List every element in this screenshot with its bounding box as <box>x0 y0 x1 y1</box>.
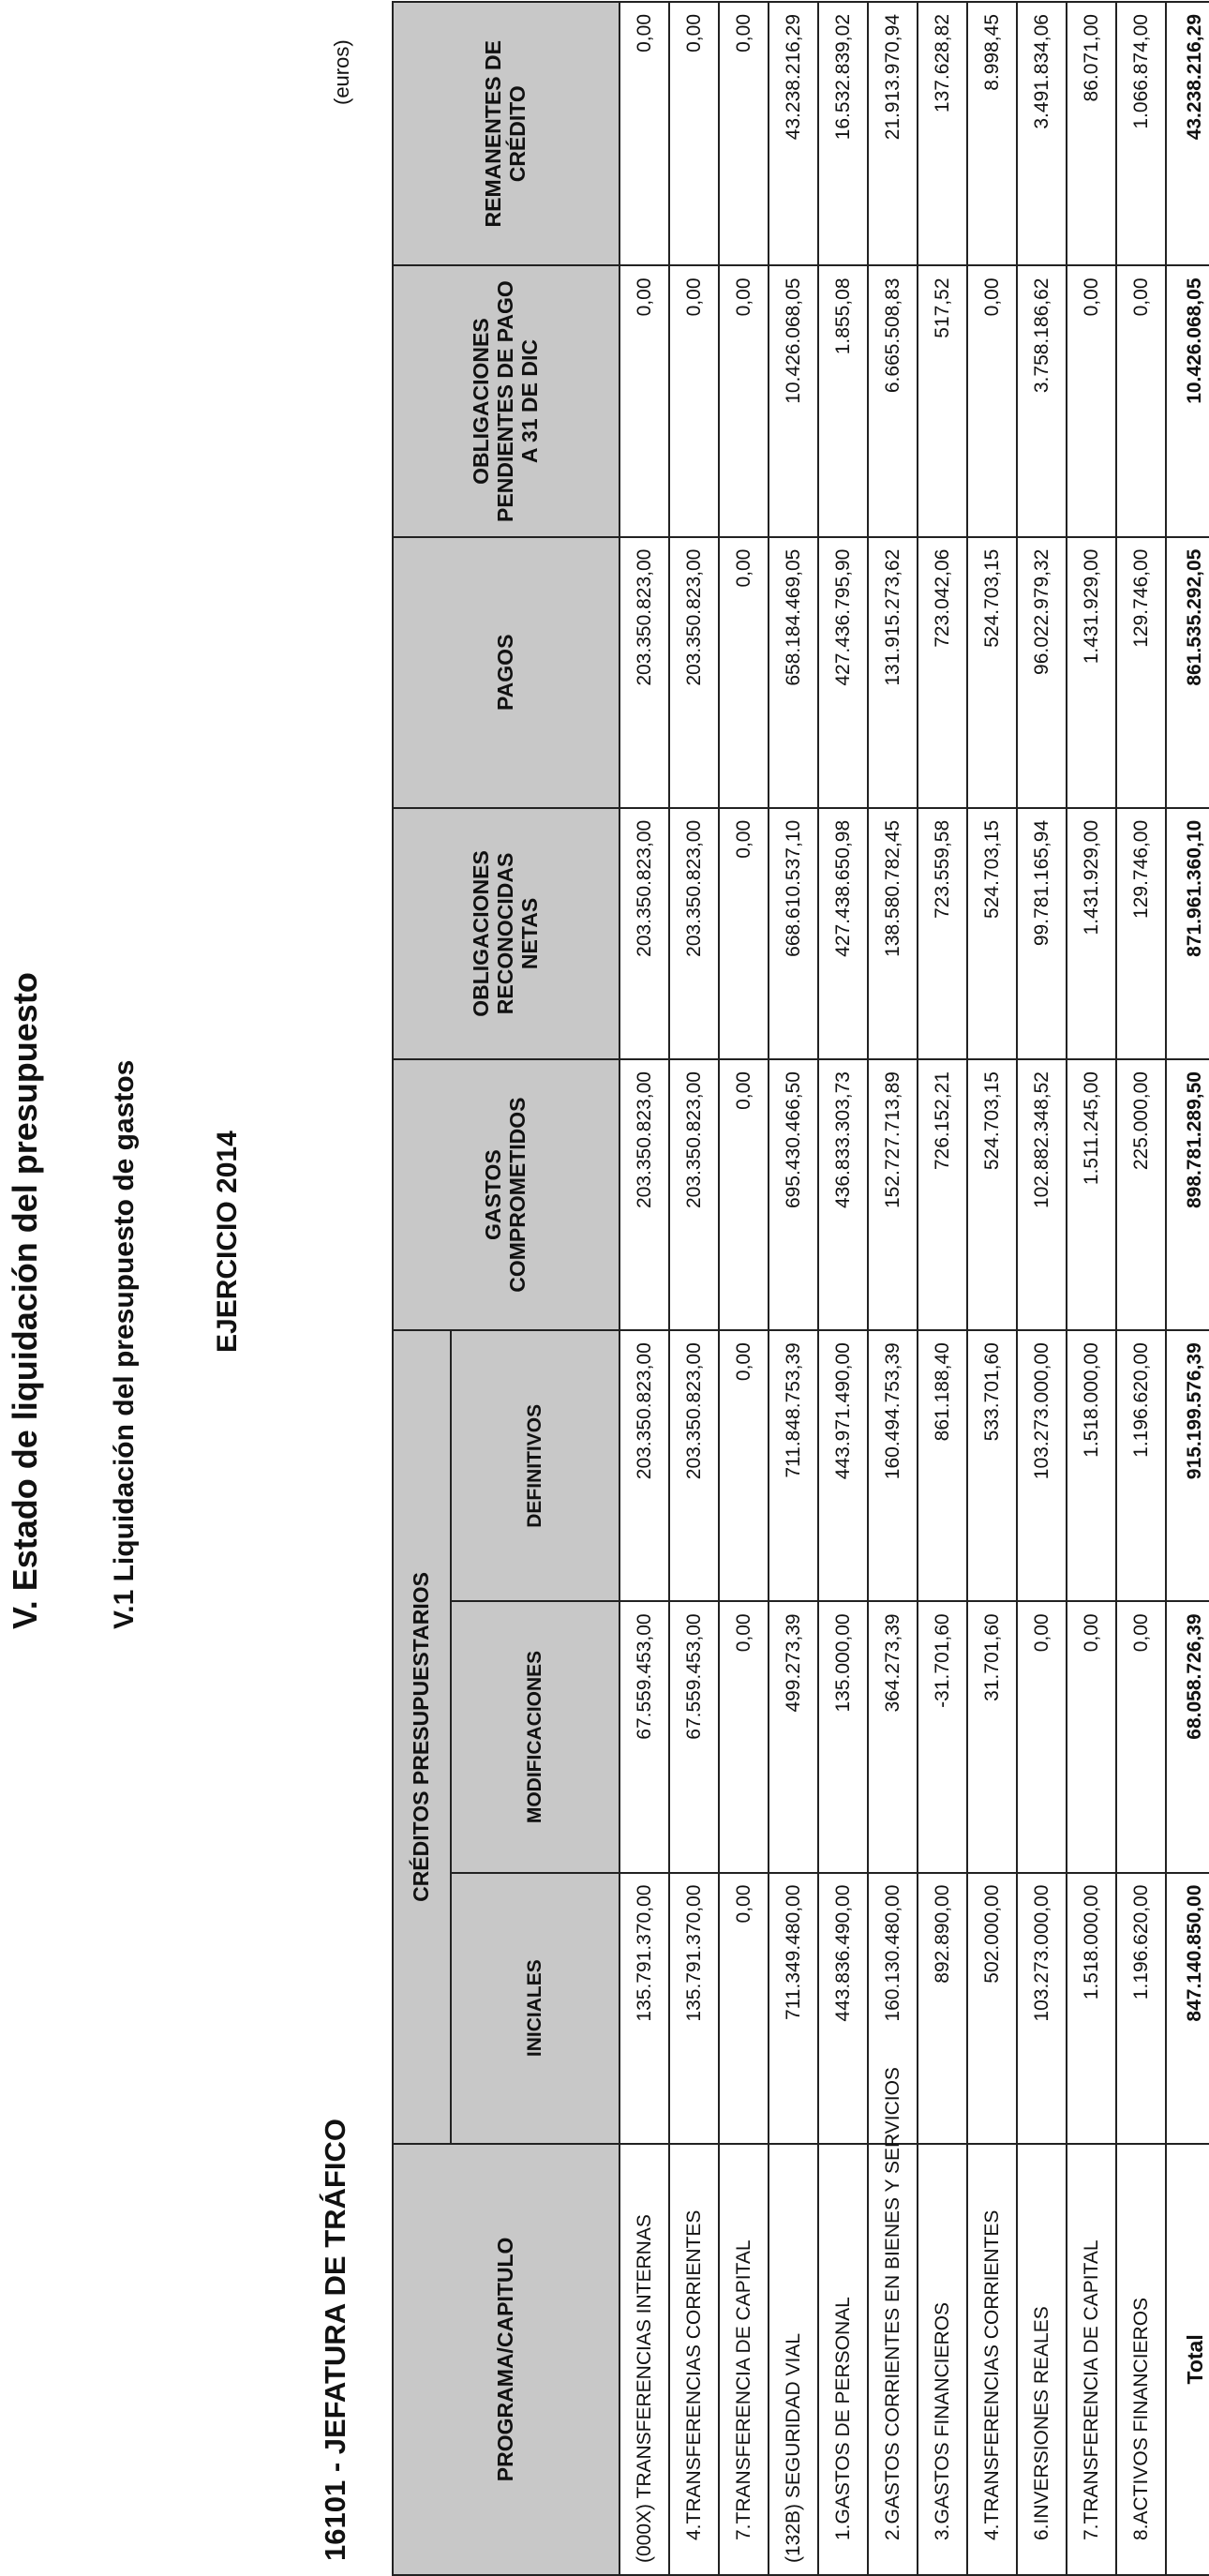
row-label: 4.TRANSFERENCIAS CORRIENTES <box>669 2144 719 2575</box>
cell-definitivos: 1.518.000,00 <box>1067 1330 1116 1601</box>
cell-gastos: 1.511.245,00 <box>1067 1059 1116 1330</box>
table-row <box>619 2 669 2575</box>
cell-remanentes: 3.491.834,06 <box>1017 2 1067 266</box>
cell-pagos: 129.746,00 <box>1116 537 1166 808</box>
cell-iniciales: 1.518.000,00 <box>1067 1873 1116 2144</box>
cell-modificaciones: 0,00 <box>719 1601 769 1872</box>
cell-remanentes: 1.066.874,00 <box>1116 2 1166 266</box>
table-row <box>1116 2 1166 2575</box>
cell-pendientes: 10.426.068,05 <box>769 266 818 537</box>
cell-iniciales: 135.791.370,00 <box>619 1873 669 2144</box>
cell-gastos: 152.727.713,89 <box>868 1059 918 1330</box>
cell-modificaciones: 0,00 <box>1116 1601 1166 1872</box>
table-row <box>967 2 1017 2575</box>
row-label: 1.GASTOS DE PERSONAL <box>818 2144 868 2575</box>
entity-name: 16101 - JEFATURA DE TRÁFICO <box>319 2119 351 2561</box>
cell-pendientes: 1.855,08 <box>818 266 868 537</box>
exercise-year: EJERCICIO 2014 <box>212 1131 243 1353</box>
cell-remanentes: 21.913.970,94 <box>868 2 918 266</box>
cell-modificaciones: 0,00 <box>1067 1601 1116 1872</box>
column-header-modificaciones: MODIFICACIONES <box>451 1601 619 1872</box>
cell-obligaciones: 129.746,00 <box>1116 808 1166 1059</box>
cell-pendientes: 0,00 <box>669 266 719 537</box>
cell-definitivos: 533.701,60 <box>967 1330 1017 1601</box>
cell-obligaciones: 427.438.650,98 <box>818 808 868 1059</box>
row-label: 4.TRANSFERENCIAS CORRIENTES <box>967 2144 1017 2575</box>
cell-obligaciones: 203.350.823,00 <box>669 808 719 1059</box>
cell-iniciales: 160.130.480,00 <box>868 1873 918 2144</box>
cell-pagos: 427.436.795,90 <box>818 537 868 808</box>
cell-definitivos: 160.494.753,39 <box>868 1330 918 1601</box>
cell-pendientes: 0,00 <box>1116 266 1166 537</box>
cell-obligaciones: 1.431.929,00 <box>1067 808 1116 1059</box>
cell-iniciales: 502.000,00 <box>967 1873 1017 2144</box>
cell-pagos: 203.350.823,00 <box>669 537 719 808</box>
row-label: 6.INVERSIONES REALES <box>1017 2144 1067 2575</box>
cell-pagos: 0,00 <box>719 537 769 808</box>
row-label: (132B) SEGURIDAD VIAL <box>769 2144 818 2575</box>
cell-pagos: 658.184.469,05 <box>769 537 818 808</box>
total-iniciales: 847.140.850,00 <box>1166 1873 1209 2144</box>
cell-remanentes: 86.071,00 <box>1067 2 1116 266</box>
cell-definitivos: 0,00 <box>719 1330 769 1601</box>
cell-iniciales: 711.349.480,00 <box>769 1873 818 2144</box>
cell-pendientes: 517,52 <box>918 266 967 537</box>
row-label: (000X) TRANSFERENCIAS INTERNAS <box>619 2144 669 2575</box>
column-header-obligaciones: OBLIGACIONES RECONOCIDAS NETAS <box>393 808 619 1059</box>
table-row <box>918 2 967 2575</box>
cell-pagos: 203.350.823,00 <box>619 537 669 808</box>
row-label: 7.TRANSFERENCIA DE CAPITAL <box>719 2144 769 2575</box>
total-definitivos: 915.199.576,39 <box>1166 1330 1209 1601</box>
cell-pagos: 1.431.929,00 <box>1067 537 1116 808</box>
total-gastos: 898.781.289,50 <box>1166 1059 1209 1330</box>
cell-gastos: 225.000,00 <box>1116 1059 1166 1330</box>
cell-remanentes: 137.628,82 <box>918 2 967 266</box>
cell-gastos: 726.152,21 <box>918 1059 967 1330</box>
cell-pagos: 524.703,15 <box>967 537 1017 808</box>
report-subtitle: V.1 Liquidación del presupuesto de gastos <box>109 1059 140 1629</box>
total-pagos: 861.535.292,05 <box>1166 537 1209 808</box>
cell-pendientes: 6.665.508,83 <box>868 266 918 537</box>
cell-gastos: 0,00 <box>719 1059 769 1330</box>
cell-gastos: 436.833.303,73 <box>818 1059 868 1330</box>
cell-remanentes: 0,00 <box>669 2 719 266</box>
cell-pendientes: 3.758.186,62 <box>1017 266 1067 537</box>
table-row <box>769 2 818 2575</box>
cell-pagos: 96.022.979,32 <box>1017 537 1067 808</box>
budget-table <box>392 1 1209 2576</box>
column-header-pendientes: OBLIGACIONES PENDIENTES DE PAGO A 31 DE DIC <box>393 266 619 537</box>
cell-modificaciones: 67.559.453,00 <box>619 1601 669 1872</box>
cell-iniciales: 1.196.620,00 <box>1116 1873 1166 2144</box>
row-label: 2.GASTOS CORRIENTES EN BIENES Y SERVICIOS <box>868 2144 918 2575</box>
cell-modificaciones: 135.000,00 <box>818 1601 868 1872</box>
cell-gastos: 203.350.823,00 <box>669 1059 719 1330</box>
table-row <box>669 2 719 2575</box>
cell-modificaciones: 499.273,39 <box>769 1601 818 1872</box>
cell-obligaciones: 138.580.782,45 <box>868 808 918 1059</box>
table-row <box>1017 2 1067 2575</box>
cell-gastos: 524.703,15 <box>967 1059 1017 1330</box>
column-header-programa: PROGRAMA/CAPITULO <box>393 2144 619 2575</box>
cell-pendientes: 0,00 <box>967 266 1017 537</box>
cell-definitivos: 203.350.823,00 <box>669 1330 719 1601</box>
cell-modificaciones: 67.559.453,00 <box>669 1601 719 1872</box>
total-label: Total <box>1166 2144 1209 2575</box>
table-row <box>818 2 868 2575</box>
cell-pagos: 131.915.273,62 <box>868 537 918 808</box>
total-remanentes: 43.238.216,29 <box>1166 2 1209 266</box>
cell-iniciales: 892.890,00 <box>918 1873 967 2144</box>
cell-obligaciones: 203.350.823,00 <box>619 808 669 1059</box>
column-header-gastos: GASTOS COMPROMETIDOS <box>393 1059 619 1330</box>
total-obligaciones: 871.961.360,10 <box>1166 808 1209 1059</box>
cell-definitivos: 103.273.000,00 <box>1017 1330 1067 1601</box>
cell-remanentes: 0,00 <box>619 2 669 266</box>
cell-modificaciones: 0,00 <box>1017 1601 1067 1872</box>
column-header-definitivos: DEFINITIVOS <box>451 1330 619 1601</box>
cell-pendientes: 0,00 <box>1067 266 1116 537</box>
cell-remanentes: 43.238.216,29 <box>769 2 818 266</box>
table-body <box>619 2 1209 2575</box>
column-header-pagos: PAGOS <box>393 537 619 808</box>
total-pendientes: 10.426.068,05 <box>1166 266 1209 537</box>
cell-obligaciones: 0,00 <box>719 808 769 1059</box>
table-row <box>868 2 918 2575</box>
cell-iniciales: 0,00 <box>719 1873 769 2144</box>
cell-remanentes: 0,00 <box>719 2 769 266</box>
cell-definitivos: 443.971.490,00 <box>818 1330 868 1601</box>
table-row <box>719 2 769 2575</box>
row-label: 7.TRANSFERENCIA DE CAPITAL <box>1067 2144 1116 2575</box>
column-header-remanentes: REMANENTES DE CRÉDITO <box>393 2 619 266</box>
cell-obligaciones: 99.781.165,94 <box>1017 808 1067 1059</box>
group-header-creditos: CRÉDITOS PRESUPUESTARIOS <box>393 1330 451 2144</box>
column-header-iniciales: INICIALES <box>451 1873 619 2144</box>
row-label: 8.ACTIVOS FINANCIEROS <box>1116 2144 1166 2575</box>
cell-gastos: 695.430.466,50 <box>769 1059 818 1330</box>
cell-iniciales: 135.791.370,00 <box>669 1873 719 2144</box>
total-modificaciones: 68.058.726,39 <box>1166 1601 1209 1872</box>
cell-remanentes: 16.532.839,02 <box>818 2 868 266</box>
report-title: V. Estado de liquidación del presupuesto <box>6 972 44 1629</box>
cell-gastos: 102.882.348,52 <box>1017 1059 1067 1330</box>
cell-definitivos: 1.196.620,00 <box>1116 1330 1166 1601</box>
cell-modificaciones: 31.701,60 <box>967 1601 1017 1872</box>
cell-pagos: 723.042,06 <box>918 537 967 808</box>
cell-pendientes: 0,00 <box>619 266 669 537</box>
cell-obligaciones: 524.703,15 <box>967 808 1017 1059</box>
cell-obligaciones: 668.610.537,10 <box>769 808 818 1059</box>
cell-modificaciones: 364.273,39 <box>868 1601 918 1872</box>
cell-definitivos: 203.350.823,00 <box>619 1330 669 1601</box>
cell-obligaciones: 723.559,58 <box>918 808 967 1059</box>
cell-modificaciones: -31.701,60 <box>918 1601 967 1872</box>
cell-gastos: 203.350.823,00 <box>619 1059 669 1330</box>
cell-remanentes: 8.998,45 <box>967 2 1017 266</box>
row-label: 3.GASTOS FINANCIEROS <box>918 2144 967 2575</box>
total-row <box>1166 2 1209 2575</box>
cell-iniciales: 103.273.000,00 <box>1017 1873 1067 2144</box>
cell-iniciales: 443.836.490,00 <box>818 1873 868 2144</box>
table-row <box>1067 2 1116 2575</box>
cell-definitivos: 861.188,40 <box>918 1330 967 1601</box>
cell-definitivos: 711.848.753,39 <box>769 1330 818 1601</box>
currency-units: (euros) <box>330 39 353 105</box>
cell-pendientes: 0,00 <box>719 266 769 537</box>
